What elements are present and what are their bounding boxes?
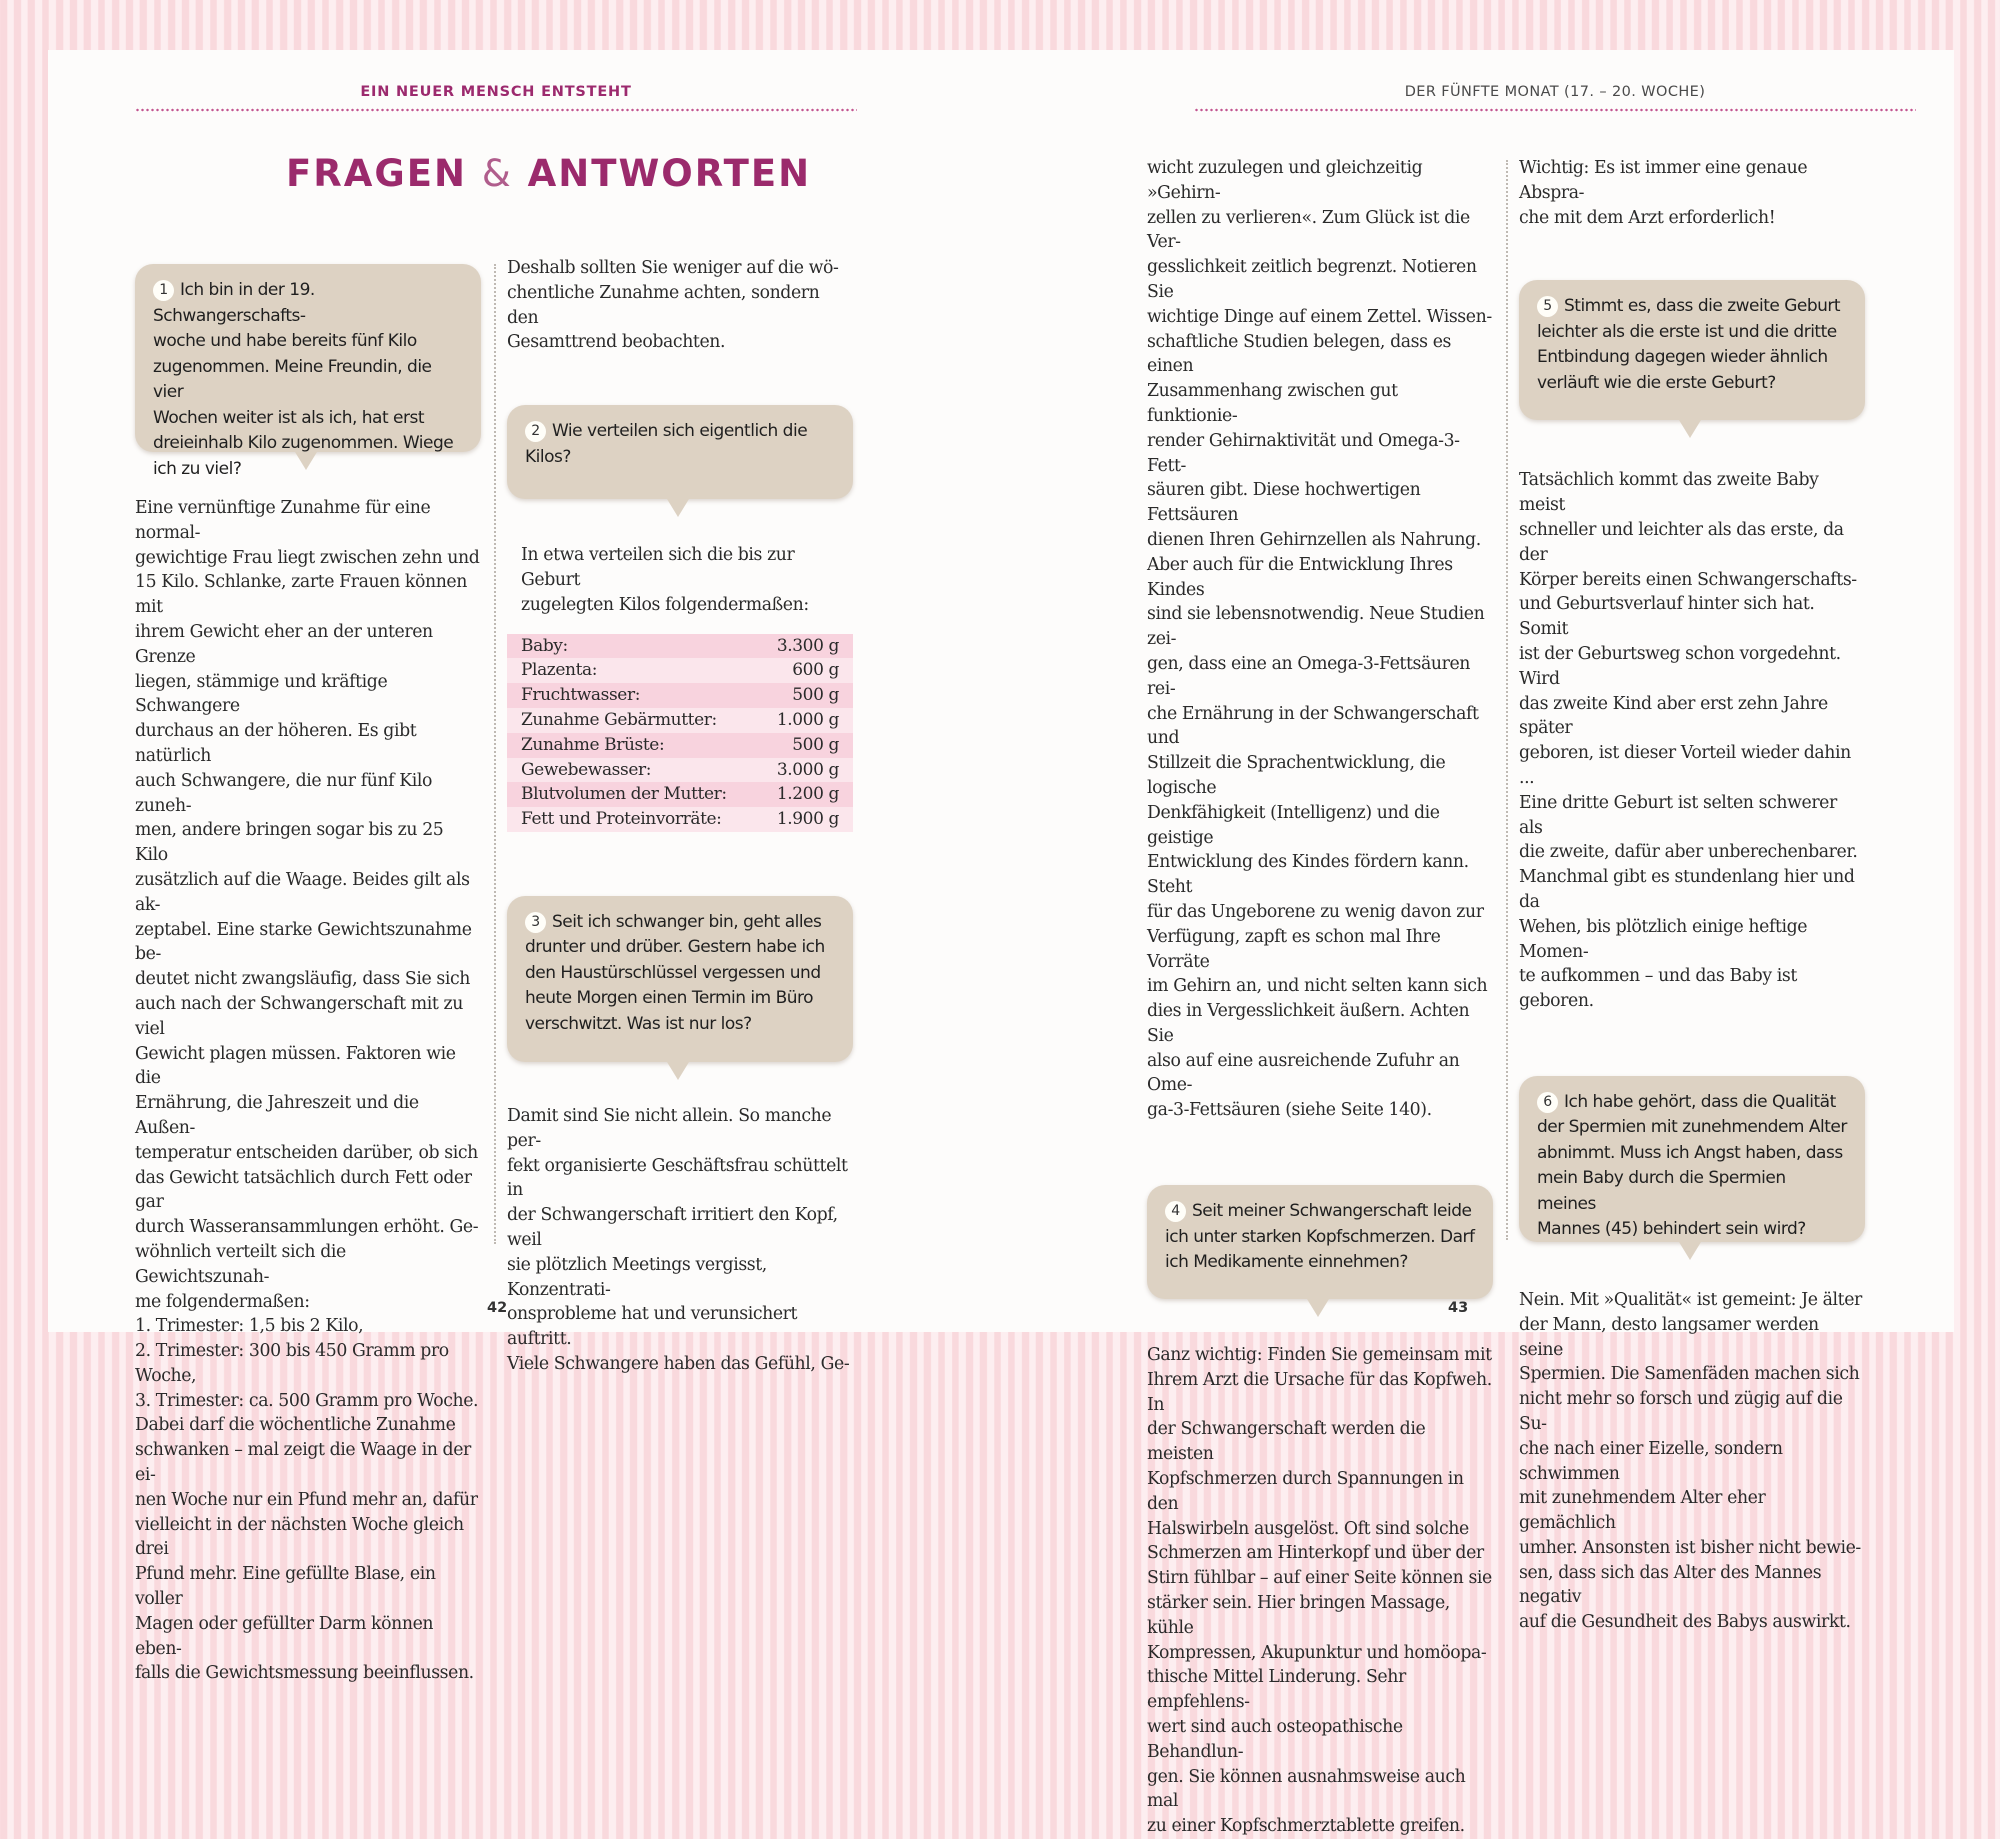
question-number-5: 5 (1537, 296, 1558, 317)
question-bubble-3 (507, 896, 853, 1062)
answer-text-1: Eine vernünftige Zunahme für eine normal- gewichtige Frau liegt zwischen zehn und 15 Kilo. Schlanke, zarte Frauen können mit ihrem Gewicht eher an der unteren Grenze liegen, stämmige und kräftige Schwangere durchaus an der höheren. Es gibt natürlich auch Schwangere, die nur fünf Kilo zuneh- men, andere bringen sogar bis zu 25 Kilo zusätzlich auf die Waage. Beides gilt als ak- zeptabel. Eine starke Gewichtszunahme be- deutet nicht zwangsläufig, dass Sie sich auch nach der Schwangerschaft mit zu viel Gewicht plagen müssen. Faktoren wie die Ernährung, die Jahreszeit und die Außen- temperatur entscheiden darüber, ob sich das Gewicht tatsächlich durch Fett oder gar durch Wasseransammlungen erhöht. Ge- wöhnlich verteilt sich die Gewichtszunah- me folgendermaßen: 1. Trimester: 1,5 bis 2 Kilo, 2. Trimester: 300 bis 450 Gramm pro Woche, 3. Trimester: ca. 500 Gramm pro Woche. Dabei darf die wöchentliche Zunahme schwanken – mal zeigt die Waage in der ei- nen Woche nur ein Pfund mehr an, dafür vielleicht in der nächsten Woche gleich drei Pfund mehr. Eine gefüllte Blase, ein voller Magen oder gefüllter Darm können eben- falls die Gewichtsmessung beeinflussen. (135, 498, 480, 1684)
running-head-left: EIN NEUER MENSCH ENTSTEHT (135, 84, 857, 112)
right-page (1001, 50, 1954, 1837)
weight-distribution-table (507, 634, 853, 832)
answer-text-2-intro: In etwa verteilen sich die bis zur Geburt zugelegten Kilos folgendermaßen: (521, 545, 809, 615)
question-bubble-6 (1519, 1076, 1865, 1242)
answer-text-3: Damit sind Sie nicht allein. So manche per- fekt organisierte Geschäftsfrau schüttelt in der Schwangerschaft irritiert den Kopf, weil sie plötzlich Meetings vergisst, Konzentrati- onsprobleme hat und verunsichert auftritt. Viele Schwangere haben das Gefühl, Ge- (507, 1105, 850, 1374)
table-label: Zunahme Gebärmutter: (507, 708, 757, 733)
table-value: 3.300 g (757, 634, 853, 659)
table-value: 1.900 g (757, 807, 853, 832)
table-row (507, 807, 853, 832)
question-number-3: 3 (525, 912, 546, 933)
table-value: 600 g (757, 658, 853, 683)
table-label: Zunahme Brüste: (507, 733, 757, 758)
question-text-6: Ich habe gehört, dass die Qualität der Spermien mit zunehmendem Alter abnimmt. Muss ich Angst haben, dass mein Baby durch die Spermien meines Mannes (45) behindert sein wird? (1537, 1091, 1847, 1240)
page-number-left: 42 (487, 1300, 508, 1316)
table-value: 500 g (757, 683, 853, 708)
question-bubble-4 (1147, 1185, 1493, 1299)
table-value: 500 g (757, 733, 853, 758)
book-spread (48, 50, 1954, 1837)
left-column-1 (135, 264, 481, 1686)
title-fragen: FRAGEN (286, 152, 468, 195)
column-divider-left (494, 264, 496, 1244)
question-text-1: Ich bin in der 19. Schwangerschafts- woche und habe bereits fünf Kilo zugenommen. Meine Freundin, die vier Wochen weiter ist als ich, hat erst dreieinhalb Kilo zugenommen. Wiege ich zu viel? (153, 280, 454, 479)
question-bubble-5 (1519, 280, 1865, 420)
title-antworten: ANTWORTEN (527, 152, 812, 195)
table-label: Fett und Proteinvorräte: (507, 807, 757, 832)
question-text-4: Seit meiner Schwangerschaft leide ich unter starken Kopfschmerzen. Darf ich Medikamente einnehmen? (1165, 1201, 1475, 1273)
answer-text-5: Tatsächlich kommt das zweite Baby meist schneller und leichter als das erste, da der Körper bereits einen Schwangerschafts- und Geburtsverlauf hinter sich hat. Somit ist der Geburtsweg schon vorgedehnt. Wird das zweite Kind aber erst zehn Jahre später geboren, ist dieser Vorteil wieder dahin ... Eine dritte Geburt ist selten schwerer als die zweite, dafür aber unberechenbarer. Manchmal gibt es stundenlang hier und da Wehen, bis plötzlich einige heftige Momen- te aufkommen – und das Baby ist geboren. (1519, 470, 1858, 1012)
table-row (507, 634, 853, 659)
question-number-1: 1 (153, 280, 174, 301)
left-page (48, 50, 1001, 1684)
question-number-4: 4 (1165, 1201, 1186, 1222)
table-label: Fruchtwasser: (507, 683, 757, 708)
answer-text-1-continued: Deshalb sollten Sie weniger auf die wö- chentliche Zunahme achten, sondern den Gesamttrend beobachten. (507, 258, 839, 353)
table-row (507, 758, 853, 783)
page-title (286, 152, 811, 195)
answer-text-4: Ganz wichtig: Finden Sie gemeinsam mit Ihrem Arzt die Ursache für das Kopfweh. In der Schwangerschaft werden die meisten Kopfschmerzen durch Spannungen in den Halswirbeln ausgelöst. Oft sind solche Schmerzen am Hinterkopf und über der Stirn fühlbar – auf einer Seite können sie stärker sein. Hier bringen Massage, kühle Kompressen, Akupunktur und homöopa- thische Mittel Linderung. Sehr empfehlens- wert sind auch osteopathische Behandlun- gen. Sie können ausnahmsweise auch mal zu einer Kopfschmerztablette greifen. (1147, 1345, 1492, 1837)
table-value: 1.000 g (757, 708, 853, 733)
table-label: Baby: (507, 634, 757, 659)
page-number-right: 43 (1448, 1300, 1469, 1316)
table-row (507, 708, 853, 733)
question-text-5: Stimmt es, dass die zweite Geburt leichter als die erste ist und die dritte Entbindung dagegen wieder ähnlich verläuft wie die erste Geburt? (1537, 296, 1841, 393)
right-column-1 (1147, 156, 1493, 1839)
table-label: Blutvolumen der Mutter: (507, 782, 757, 807)
table-value: 1.200 g (757, 782, 853, 807)
question-text-2: Wie verteilen sich eigentlich die Kilos? (525, 421, 808, 467)
table-row (507, 782, 853, 807)
question-number-6: 6 (1537, 1092, 1558, 1113)
answer-text-3-continued: wicht zuzulegen und gleichzeitig »Gehirn- zellen zu verlieren«. Zum Glück ist die Ver- gesslichkeit zeitlich begrenzt. Notieren Sie wichtige Dinge auf einem Zettel. Wissen- schaftliche Studien belegen, dass es einen Zusammenhang zwischen gut funktionie- render Gehirnaktivität und Omega-3-Fett- säuren gibt. Diese hochwertigen Fettsäuren dienen Ihren Gehirnzellen als Nahrung. Aber auch für die Entwicklung Ihres Kindes sind sie lebensnotwendig. Neue Studien zei- gen, dass eine an Omega-3-Fettsäuren rei- che Ernährung in der Schwangerschaft und Stillzeit die Sprachentwicklung, die logische Denkfähigkeit (Intelligenz) und die geistige Entwicklung des Kindes fördern kann. Steht für das Ungeborene zu wenig davon zur Verfügung, zapft es schon mal Ihre Vorräte im Gehirn an, und nicht selten kann sich dies in Vergesslichkeit äußern. Achten Sie also auf eine ausreichende Zufuhr an Ome- ga-3-Fettsäuren (siehe Seite 140). (1147, 158, 1492, 1121)
answer-text-4-continued: Wichtig: Es ist immer eine genaue Abspra- che mit dem Arzt erforderlich! (1519, 158, 1808, 228)
running-head-right: DER FÜNFTE MONAT (17. – 20. WOCHE) (1194, 84, 1916, 112)
question-text-3: Seit ich schwanger bin, geht alles drunter und drüber. Gestern habe ich den Haustürschlüssel vergessen und heute Morgen einen Termin im Büro verschwitzt. Was ist nur los? (525, 911, 825, 1034)
column-divider-right (1506, 160, 1508, 1240)
table-value: 3.000 g (757, 758, 853, 783)
table-row (507, 733, 853, 758)
question-bubble-1 (135, 264, 481, 479)
table-label: Gewebewasser: (507, 758, 757, 783)
left-column-2 (507, 256, 853, 1377)
table-row (507, 658, 853, 683)
table-label: Plazenta: (507, 658, 757, 683)
question-bubble-2 (507, 405, 853, 499)
title-ampersand: & (481, 152, 513, 195)
table-row (507, 683, 853, 708)
question-number-2: 2 (525, 421, 546, 442)
right-column-2 (1519, 156, 1865, 1635)
answer-text-6: Nein. Mit »Qualität« ist gemeint: Je älter der Mann, desto langsamer werden seine Spermien. Die Samenfäden machen sich nicht mehr so forsch und zügig auf die Su- che nach einer Eizelle, sondern schwimmen mit zunehmendem Alter eher gemächlich umher. Ansonsten ist bisher nicht bewie- sen, dass sich das Alter des Mannes negativ auf die Gesundheit des Babys auswirkt. (1519, 1289, 1862, 1633)
